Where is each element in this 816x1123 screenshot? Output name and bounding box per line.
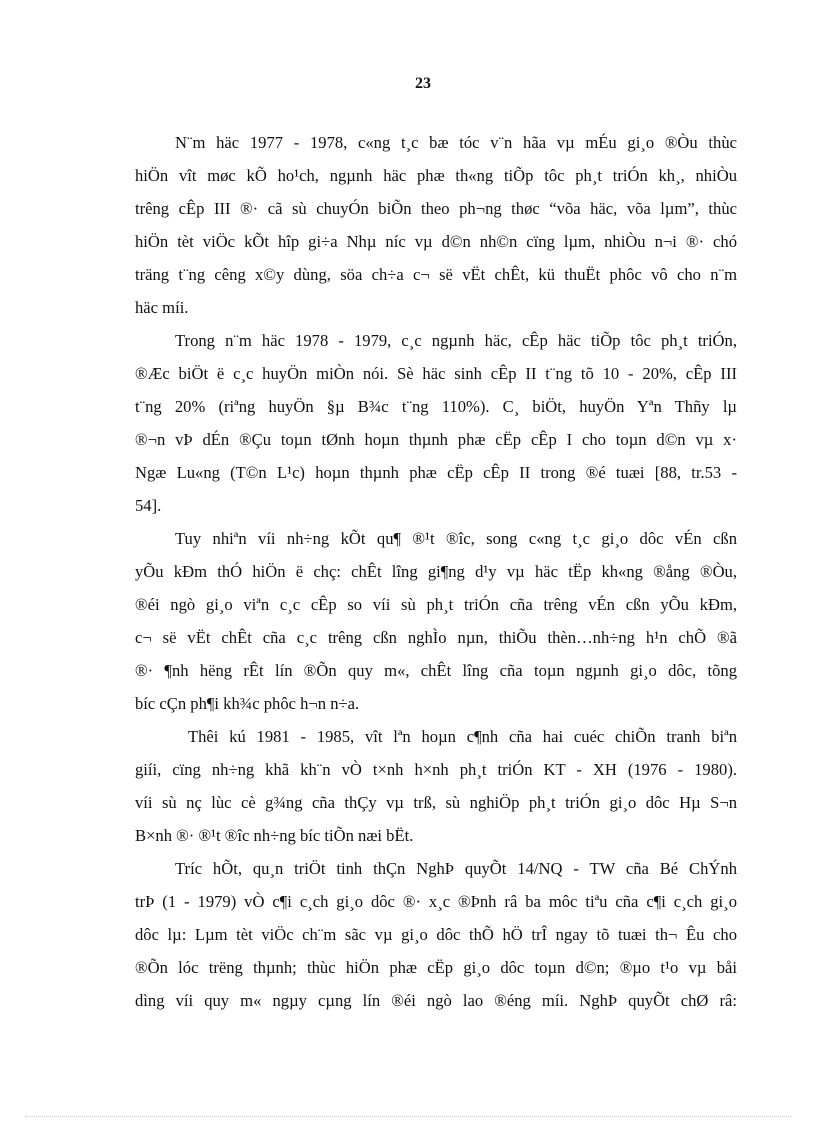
text-line: ®Õn lóc trëng thµnh; thùc hiÖn phæ cËp gi¸o dôc toµn d©n; ®µo t¹o vµ båi — [135, 958, 737, 977]
footer-dotted-rule — [25, 1116, 791, 1117]
text-line: trêng cÊp III ®· cã sù chuyÓn biÕn theo ph¬ng thøc “võa häc, võa lµm”, thùc — [135, 199, 737, 218]
text-line: hiÖn vît møc kÕ ho¹ch, ngµnh häc phæ th«ng tiÕp tôc ph¸t triÓn kh¸, nhiÒu — [135, 166, 737, 185]
text-line: ®éi ngò gi¸o viªn c¸c cÊp so víi sù ph¸t triÓn cña trêng vÉn cßn yÕu kÐm, — [135, 595, 737, 614]
text-line: c¬ së vËt chÊt cña c¸c trêng cßn nghÌo nµn, thiÕu thèn…nh÷ng h¹n chÕ ®ã — [135, 628, 737, 647]
text-line: Tríc hÕt, qu¸n triÖt tinh thÇn NghÞ quyÕt 14/NQ - TW cña Bé ChÝnh — [175, 859, 737, 878]
page-number: 23 — [415, 75, 431, 92]
text-line: Trong n¨m häc 1978 - 1979, c¸c ngµnh häc, cÊp häc tiÕp tôc ph¸t triÓn, — [175, 331, 737, 350]
text-line: Ngæ Lu«ng (T©n L¹c) hoµn thµnh phæ cËp cÊp II trong ®é tuæi [88, tr.53 - — [135, 463, 737, 482]
text-line: Tuy nhiªn víi nh÷ng kÕt qu¶ ®¹t ®îc, song c«ng t¸c gi¸o dôc vÉn cßn — [175, 529, 737, 548]
text-line: trÞ (1 - 1979) vÒ c¶i c¸ch gi¸o dôc ®· x¸c ®Þnh râ ba môc tiªu cña c¶i c¸ch gi¸o — [135, 892, 737, 911]
text-line: giíi, cïng nh÷ng khã kh¨n vÒ t×nh h×nh ph¸t triÓn KT - XH (1976 - 1980). — [135, 760, 737, 779]
text-line: ®· ¶nh hëng rÊt lín ®Õn quy m«, chÊt lîng cña toµn ngµnh gi¸o dôc, tõng — [135, 661, 737, 680]
text-line: N¨m häc 1977 - 1978, c«ng t¸c bæ tóc v¨n hãa vµ mÉu gi¸o ®Òu thùc — [175, 133, 737, 152]
text-line: ®¬n vÞ dÉn ®Çu toµn tØnh hoµn thµnh phæ cËp cÊp I cho toµn d©n vµ x· — [135, 430, 737, 449]
text-line: víi sù nç lùc cè g¾ng cña thÇy vµ trß, sù nghiÖp ph¸t triÓn gi¸o dôc Hµ S¬n — [135, 793, 737, 812]
text-line: dìng víi quy m« ngµy cµng lín ®éi ngò lao ®éng míi. NghÞ quyÕt chØ râ: — [135, 991, 737, 1010]
text-line: hiÖn tèt viÖc kÕt hîp gi÷a Nhµ níc vµ d©n nh©n cïng lµm, nhiÒu n¬i ®· chó — [135, 232, 737, 251]
text-line: yÕu kÐm thÓ hiÖn ë chç: chÊt lîng gi¶ng d¹y vµ häc tËp kh«ng ®ång ®Òu, — [135, 562, 737, 581]
text-line: bíc cÇn ph¶i kh¾c phôc h¬n n÷a. — [135, 694, 360, 713]
text-line: träng t¨ng cêng x©y dùng, söa ch÷a c¬ së vËt chÊt, kü thuËt phôc vô cho n¨m — [135, 265, 737, 284]
text-line: Thêi kú 1981 - 1985, vît lªn hoµn c¶nh cña hai cuéc chiÕn tranh biªn — [188, 727, 737, 746]
text-line: dôc lµ: Lµm tèt viÖc ch¨m sãc vµ gi¸o dôc thÕ hÖ trÎ ngay tõ tuæi th¬ Êu cho — [135, 925, 737, 944]
text-line: t¨ng 20% (riªng huyÖn §µ B¾c t¨ng 110%). C¸ biÖt, huyÖn Yªn Thñy lµ — [135, 397, 737, 416]
text-line: ®Æc biÖt ë c¸c huyÖn miÒn nói. Sè häc sinh cÊp II t¨ng tõ 10 - 20%, cÊp III — [135, 364, 737, 383]
text-line: 54]. — [135, 496, 162, 515]
text-line: B×nh ®· ®¹t ®îc nh÷ng bíc tiÕn næi bËt. — [135, 826, 414, 845]
text-line: häc míi. — [135, 298, 189, 317]
